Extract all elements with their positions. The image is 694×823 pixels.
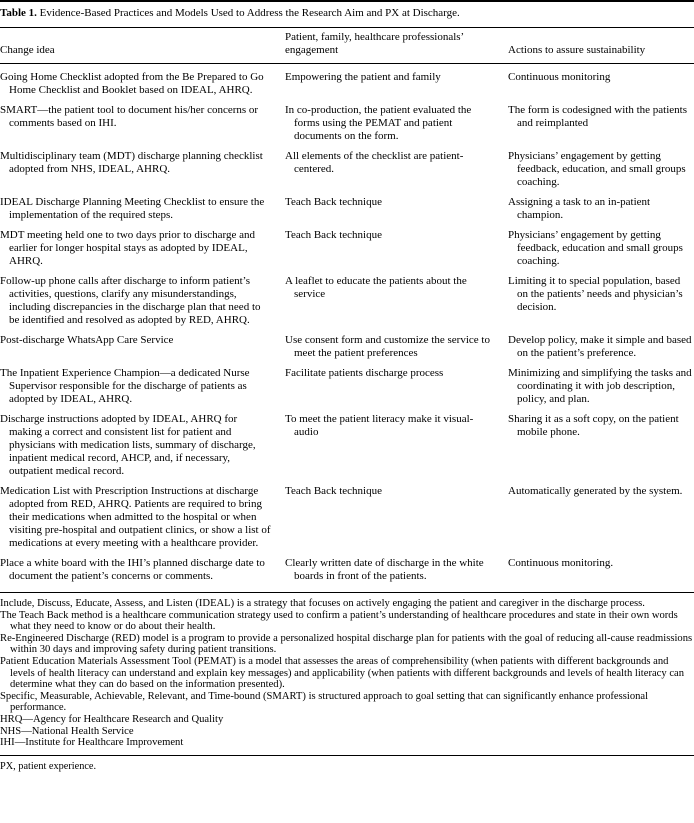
cell-engagement: Clearly written date of discharge in the white boards in front of the patients. bbox=[285, 557, 484, 582]
cell-actions: The form is codesigned with the patients and reimplanted bbox=[508, 104, 688, 129]
table-row bbox=[0, 406, 694, 478]
table-caption bbox=[0, 2, 694, 27]
cell-actions: Physicians’ engagement by getting feedback, education, and small groups coaching. bbox=[508, 150, 686, 188]
cell-engagement: Teach Back technique bbox=[285, 485, 382, 497]
cell-change-idea: Discharge instructions adopted by IDEAL, AHRQ for making a correct and consistent list for patient and physicians with medication lists, summary of discharge, inpatient medical record, AHCP, and, if necessary, outpatient medical record. bbox=[0, 413, 256, 477]
table-footnotes bbox=[0, 593, 694, 755]
footnote-red: Re-Engineered Discharge (RED) model is a program to provide a personalized hospital discharge plan for patients with the goal of reducing all-cause readmissions within 30 days and improving safety during patient transitions. bbox=[0, 632, 693, 656]
table-row bbox=[0, 64, 694, 97]
column-header-actions: Actions to assure sustainability bbox=[508, 44, 646, 56]
cell-engagement: Empowering the patient and family bbox=[285, 71, 441, 83]
cell-actions: Physicians’ engagement by getting feedback, education and small groups coaching. bbox=[508, 229, 683, 267]
table-header-row bbox=[0, 28, 694, 63]
cell-actions: Develop policy, make it simple and based on the patient’s preference. bbox=[508, 334, 692, 359]
cell-actions: Automatically generated by the system. bbox=[508, 485, 683, 497]
footnote-smart: Specific, Measurable, Achievable, Relevant, and Time-bound (SMART) is structured approach to goal setting that can significantly enhance professional performance. bbox=[0, 690, 649, 714]
cell-change-idea: Follow-up phone calls after discharge to inform patient’s activities, questions, clarify any misunderstandings, including discrepancies in the discharge plan that need to be identified and resolved as adopted by RED, AHRQ. bbox=[0, 275, 261, 326]
table-row bbox=[0, 222, 694, 268]
cell-engagement: A leaflet to educate the patients about the service bbox=[285, 275, 467, 300]
cell-change-idea: The Inpatient Experience Champion—a dedicated Nurse Supervisor responsible for the discharge of patients as adopted by IDEAL, AHRQ. bbox=[0, 367, 250, 405]
cell-engagement: To meet the patient literacy make it visual-audio bbox=[285, 413, 474, 438]
abbreviation-note: PX, patient experience. bbox=[0, 760, 97, 772]
cell-change-idea: Post-discharge WhatsApp Care Service bbox=[0, 334, 174, 346]
table-row bbox=[0, 143, 694, 189]
cell-engagement: Facilitate patients discharge process bbox=[285, 367, 444, 379]
footnote-pemat: Patient Education Materials Assessment Tool (PEMAT) is a model that assesses the areas of comprehensibility (when patients with different backgrounds and levels of health literacy can understand and explain key messages) and applicability (when patients with different backgrounds and levels of health literacy can determine what they can do based on the information presented). bbox=[0, 655, 685, 691]
table-row bbox=[0, 97, 694, 143]
footnote-ideal: Include, Discuss, Educate, Assess, and Listen (IDEAL) is a strategy that focuses on actively engaging the patient and caregiver in the discharge process. bbox=[0, 598, 645, 609]
cell-engagement: Use consent form and customize the service to meet the patient preferences bbox=[285, 334, 490, 359]
cell-actions: Minimizing and simplifying the tasks and coordinating it with job description, policy, and plan. bbox=[508, 367, 692, 405]
table-title: Evidence-Based Practices and Models Used to Address the Research Aim and PX at Discharge. bbox=[39, 7, 460, 19]
cell-actions: Sharing it as a soft copy, on the patient mobile phone. bbox=[508, 413, 679, 438]
cell-engagement: Teach Back technique bbox=[285, 229, 382, 241]
cell-change-idea: Place a white board with the IHI’s planned discharge date to document the patient’s concerns or comments. bbox=[0, 557, 265, 582]
table-row bbox=[0, 360, 694, 406]
table-row bbox=[0, 478, 694, 550]
cell-engagement: All elements of the checklist are patient-centered. bbox=[285, 150, 464, 175]
cell-engagement: Teach Back technique bbox=[285, 196, 382, 208]
table-row bbox=[0, 189, 694, 222]
cell-change-idea: MDT meeting held one to two days prior to discharge and earlier for longer hospital stays as adopted by IDEAL, AHRQ. bbox=[0, 229, 255, 267]
cell-actions: Continuous monitoring bbox=[508, 71, 611, 83]
footnote-nhs: NHS—National Health Service bbox=[0, 725, 134, 737]
cell-change-idea: Going Home Checklist adopted from the Be Prepared to Go Home Checklist and Booklet based on IDEAL, AHRQ. bbox=[0, 71, 264, 96]
footnote-hrq: HRQ—Agency for Healthcare Research and Quality bbox=[0, 713, 224, 725]
table-row bbox=[0, 268, 694, 327]
cell-actions: Assigning a task to an in-patient champion. bbox=[508, 196, 651, 221]
table-row bbox=[0, 550, 694, 583]
footnote-teach-back: The Teach Back method is a healthcare communication strategy used to confirm a patient’s understanding of healthcare procedures and state in their own words what they need to know or do about their health. bbox=[0, 609, 678, 633]
column-header-engagement: Patient, family, healthcare professionals’ engagement bbox=[285, 31, 464, 56]
cell-change-idea: SMART—the patient tool to document his/her concerns or comments based on IHI. bbox=[0, 104, 259, 129]
cell-actions: Continuous monitoring. bbox=[508, 557, 614, 569]
table-body bbox=[0, 64, 694, 592]
cell-actions: Limiting it to special population, based on the patients’ needs and physician’s decision. bbox=[508, 275, 683, 313]
cell-change-idea: Multidisciplinary team (MDT) discharge planning checklist adopted from NHS, IDEAL, AHRQ. bbox=[0, 150, 263, 175]
cell-change-idea: Medication List with Prescription Instructions at discharge adopted from RED, AHRQ. Patients are required to bring their medications when admitted to the hospital or when visiting pre-hospital and outpatient clinics, or show a list of medications at every meeting with a healthcare provider. bbox=[0, 485, 271, 549]
cell-engagement: In co-production, the patient evaluated the forms using the PEMAT and patient documents on the form. bbox=[285, 104, 472, 142]
footnote-ihi: IHI—Institute for Healthcare Improvement bbox=[0, 737, 184, 749]
table-label: Table 1. bbox=[0, 7, 37, 19]
cell-change-idea: IDEAL Discharge Planning Meeting Checklist to ensure the implementation of the required steps. bbox=[0, 196, 265, 221]
column-header-change-idea: Change idea bbox=[0, 44, 55, 56]
table-row bbox=[0, 327, 694, 360]
